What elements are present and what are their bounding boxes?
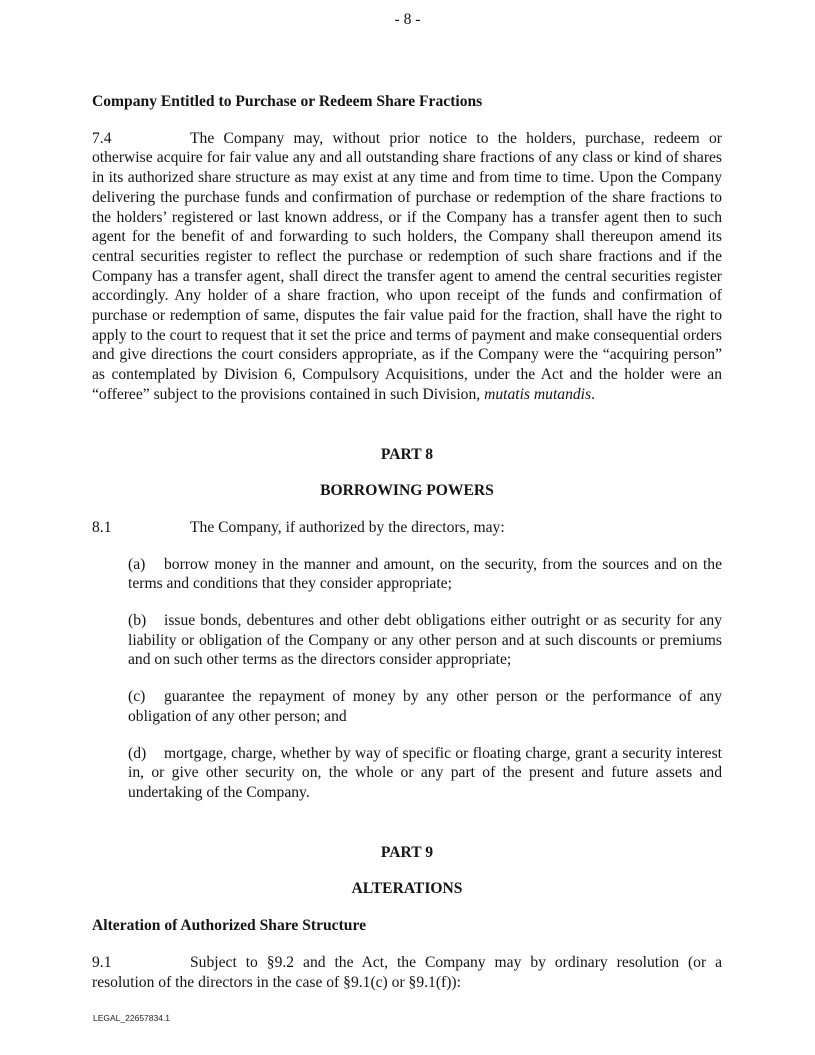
list-label: (b): [128, 612, 147, 630]
paragraph-8-1: [92, 518, 722, 538]
paragraph-text: The Company, if authorized by the directors, may:: [190, 518, 505, 536]
paragraph-text: The Company may, without prior notice to the holders, purchase, redeem or otherwise acquire for fair value any and all outstanding share fractions of any class or kind of shares in its authorized share structure as may exist at any time and from time to time. Upon the Company delivering the purchase funds and confirmation of purchase or redemption of the share fractions to the holders’ registered or last known address, or if the Company has a transfer agent then to such agent for the benefit of and forwarding to such holders, the Company shall thereupon amend its central securities register to reflect the purchase or redemption of such share fractions and if the Company has a transfer agent, shall direct the transfer agent to amend the central securities register accordingly. Any holder of a share fraction, who upon receipt of the funds and confirmation of purchase or redemption of same, disputes the fair value paid for the fraction, shall have the right to apply to the court to request that it set the price and terms of payment and make consequential orders and give directions the court considers appropriate, as if the Company were the “acquiring person” as contemplated by Division 6, Compulsory Acquisitions, under the Act and the holder were an “offeree” subject to the provisions contained in such Division,: [92, 129, 722, 403]
part-8-label: PART 8: [380, 445, 434, 463]
italic-phrase: mutatis mutandis: [484, 385, 592, 403]
part-9-title: ALTERATIONS: [351, 880, 463, 898]
list-label: (c): [128, 688, 146, 706]
list-item-d: [128, 744, 722, 803]
paragraph-end: .: [591, 385, 595, 403]
list-text: issue bonds, debentures and other debt obligations either outright or as security for any liability or obligation of the Company or any other person and at such discounts or premiums and on such other terms as the directors consider appropriate;: [128, 612, 722, 669]
list-text: guarantee the repayment of money by any other person or the performance of any obligation of any other person; and: [128, 688, 722, 725]
list-text: mortgage, charge, whether by way of specific or floating charge, grant a security interest in, or give other security on, the whole or any part of the present and future assets and undertaking of the Company.: [128, 744, 722, 801]
paragraph-number: 7.4: [92, 129, 112, 147]
paragraph-number: 8.1: [92, 518, 112, 536]
list-label: (d): [128, 744, 147, 762]
paragraph-7-4: [92, 129, 722, 405]
paragraph-number: 9.1: [92, 953, 112, 971]
list-item-c: [128, 687, 722, 726]
part-9-label: PART 9: [380, 843, 434, 861]
part-8-title: BORROWING POWERS: [320, 482, 494, 500]
list-label: (a): [128, 555, 146, 573]
document-body: [92, 92, 722, 992]
page-number: - 8 -: [394, 11, 421, 28]
list-item-a: [128, 555, 722, 594]
list-item-b: [128, 611, 722, 670]
document-footer-id: LEGAL_22657834.1: [93, 1013, 171, 1023]
paragraph-text: Subject to §9.2 and the Act, the Company may by ordinary resolution (or a resolution of the directors in the case of §9.1(c) or §9.1(f)):: [92, 953, 722, 991]
section-heading-7-4: Company Entitled to Purchase or Redeem Share Fractions: [92, 93, 483, 110]
paragraph-9-1: [92, 953, 722, 992]
section-heading-9-1: Alteration of Authorized Share Structure: [92, 917, 367, 935]
list-text: borrow money in the manner and amount, on the security, from the sources and on the terms and conditions that they consider appropriate;: [128, 555, 722, 593]
